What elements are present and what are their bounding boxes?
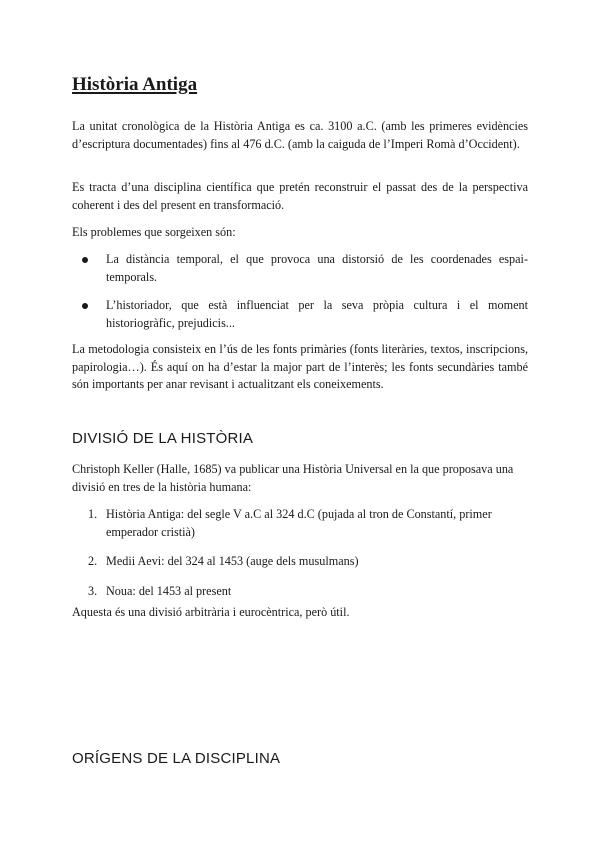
division-closing-paragraph: Aquesta és una divisió arbitrària i eurocèntrica, però útil. (72, 605, 350, 619)
bullet-icon (82, 303, 88, 309)
methodology-paragraph: La metodologia consisteix en l’ús de les fonts primàries (fonts literàries, textos, inscripcions, papirologia…). És aquí on ha d’estar la major part de l’interès; les fonts secundàries també són importants per anar revisant i actualitzant els coneixements. (72, 342, 528, 391)
list-text: Noua: del 1453 al present (106, 583, 232, 598)
section-heading-division: DIVISIÓ DE LA HISTÒRIA (72, 430, 254, 447)
list-item (72, 583, 528, 601)
page-title: Història Antiga (72, 74, 198, 95)
division-list (72, 506, 528, 600)
list-number: 2. (88, 554, 98, 568)
list-item (72, 251, 528, 286)
division-intro-paragraph: Christoph Keller (Halle, 1685) va publicar una Història Universal en la que proposava una divisió en tres de la història humana: (72, 462, 514, 494)
list-number: 1. (88, 507, 98, 521)
list-number: 3. (88, 583, 98, 598)
intro-paragraph-3: Els problemes que sorgeixen són: (72, 225, 236, 239)
section-heading-origins: ORÍGENS DE LA DISCIPLINA (72, 750, 281, 767)
problems-list (72, 251, 528, 332)
list-text: Medii Aevi: del 324 al 1453 (auge dels musulmans) (106, 554, 359, 568)
list-text: Història Antiga: del segle V a.C al 324 d.C (pujada al tron de Constantí, primer emperador cristià) (106, 507, 492, 539)
list-item (72, 506, 528, 541)
list-item (72, 297, 528, 332)
problem-text: La distància temporal, el que provoca una distorsió de les coordenades espai-temporals. (106, 252, 528, 284)
bullet-icon (82, 257, 88, 263)
list-item (72, 553, 528, 571)
intro-paragraph-1: La unitat cronològica de la Història Antiga es ca. 3100 a.C. (amb les primeres evidències d’escriptura documentades) fins al 476 d.C. (amb la caiguda de l’Imperi Romà d’Occident). (72, 119, 528, 151)
problem-text: L’historiador, que està influenciat per la seva pròpia cultura i el moment historiogràfic, prejudicis... (106, 298, 528, 330)
intro-paragraph-2: Es tracta d’una disciplina científica que pretén reconstruir el passat des de la perspectiva coherent i des del present en transformació. (72, 180, 528, 212)
